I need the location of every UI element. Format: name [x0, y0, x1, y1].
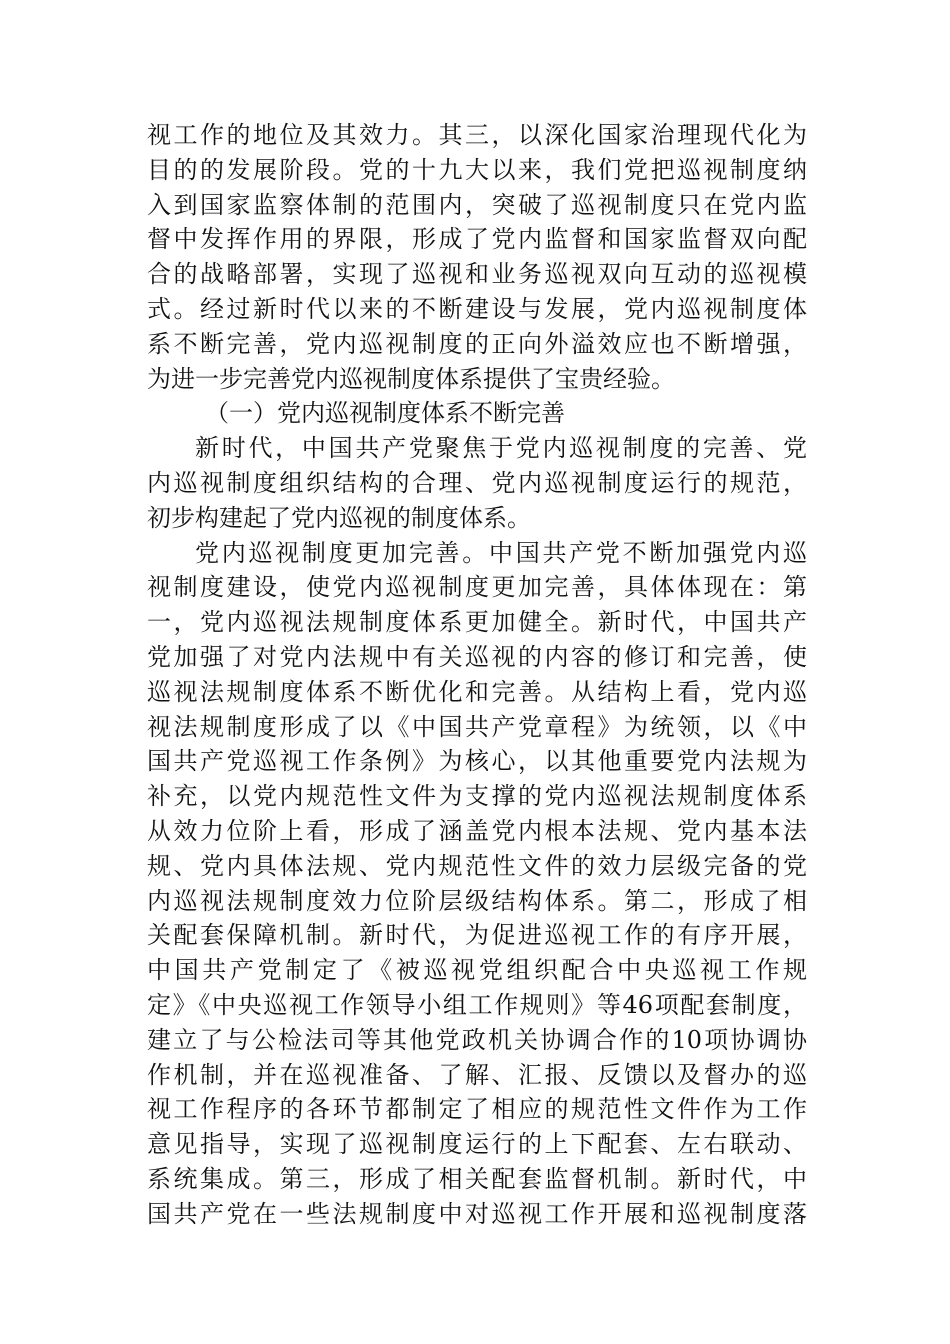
text-line: 系统集成。第三，形成了相关配套监督机制。新时代，中	[147, 1164, 807, 1193]
text-line: 中国共产党制定了《被巡视党组织配合中央巡视工作规	[147, 956, 807, 985]
text-line: 建立了与公检法司等其他党政机关协调合作的10项协调协	[147, 1025, 807, 1054]
text-line: 视制度建设，使党内巡视制度更加完善，具体体现在：第	[147, 573, 807, 602]
text-line: 视工作的地位及其效力。其三，以深化国家治理现代化为	[147, 121, 807, 149]
text-line: 合的战略部署，实现了巡视和业务巡视双向互动的巡视模	[147, 260, 807, 289]
text-line: 内巡视法规制度效力位阶层级结构体系。第二，形成了相	[147, 886, 807, 915]
text-line: 系不断完善，党内巡视制度的正向外溢效应也不断增强，	[147, 329, 807, 358]
text-line: 入到国家监察体制的范围内，突破了巡视制度只在党内监	[147, 190, 807, 219]
text-line: 式。经过新时代以来的不断建设与发展，党内巡视制度体	[147, 294, 807, 323]
text-line: 从效力位阶上看，形成了涵盖党内根本法规、党内基本法	[147, 816, 807, 845]
text-line: 意见指导，实现了巡视制度运行的上下配套、左右联动、	[147, 1130, 807, 1159]
text-line: 作机制，并在巡视准备、了解、汇报、反馈以及督办的巡	[147, 1060, 807, 1089]
text-line: 一，党内巡视法规制度体系更加健全。新时代，中国共产	[147, 608, 807, 637]
text-line: 内巡视制度组织结构的合理、党内巡视制度运行的规范，	[147, 468, 807, 497]
text-line: 巡视法规制度体系不断优化和完善。从结构上看，党内巡	[147, 677, 807, 706]
text-line: 补充，以党内规范性文件为支撑的党内巡视法规制度体系	[147, 782, 807, 811]
text-line: 国共产党在一些法规制度中对巡视工作开展和巡视制度落	[147, 1199, 807, 1228]
text-line: 初步构建起了党内巡视的制度体系。	[147, 503, 531, 532]
text-line: 督中发挥作用的界限，形成了党内监督和国家监督双向配	[147, 225, 807, 254]
text-line: 定》《中央巡视工作领导小组工作规则》等46项配套制度，	[147, 990, 807, 1019]
text-line: 视法规制度形成了以《中国共产党章程》为统领，以《中	[147, 712, 807, 741]
text-line: 党内巡视制度更加完善。中国共产党不断加强党内巡	[195, 538, 807, 567]
body-text	[147, 118, 807, 1232]
text-line: 国共产党巡视工作条例》为核心，以其他重要党内法规为	[147, 747, 807, 776]
text-line: 为进一步完善党内巡视制度体系提供了宝贵经验。	[147, 364, 675, 393]
text-line: 关配套保障机制。新时代，为促进巡视工作的有序开展，	[147, 921, 807, 950]
text-line: 规、党内具体法规、党内规范性文件的效力层级完备的党	[147, 851, 807, 880]
text-line: 目的的发展阶段。党的十九大以来，我们党把巡视制度纳	[147, 155, 807, 184]
text-line: 党加强了对党内法规中有关巡视的内容的修订和完善，使	[147, 642, 807, 671]
section-heading: （一）党内巡视制度体系不断完善	[205, 399, 565, 428]
text-line: 视工作程序的各环节都制定了相应的规范性文件作为工作	[147, 1095, 807, 1124]
text-line: 新时代，中国共产党聚焦于党内巡视制度的完善、党	[195, 434, 807, 463]
